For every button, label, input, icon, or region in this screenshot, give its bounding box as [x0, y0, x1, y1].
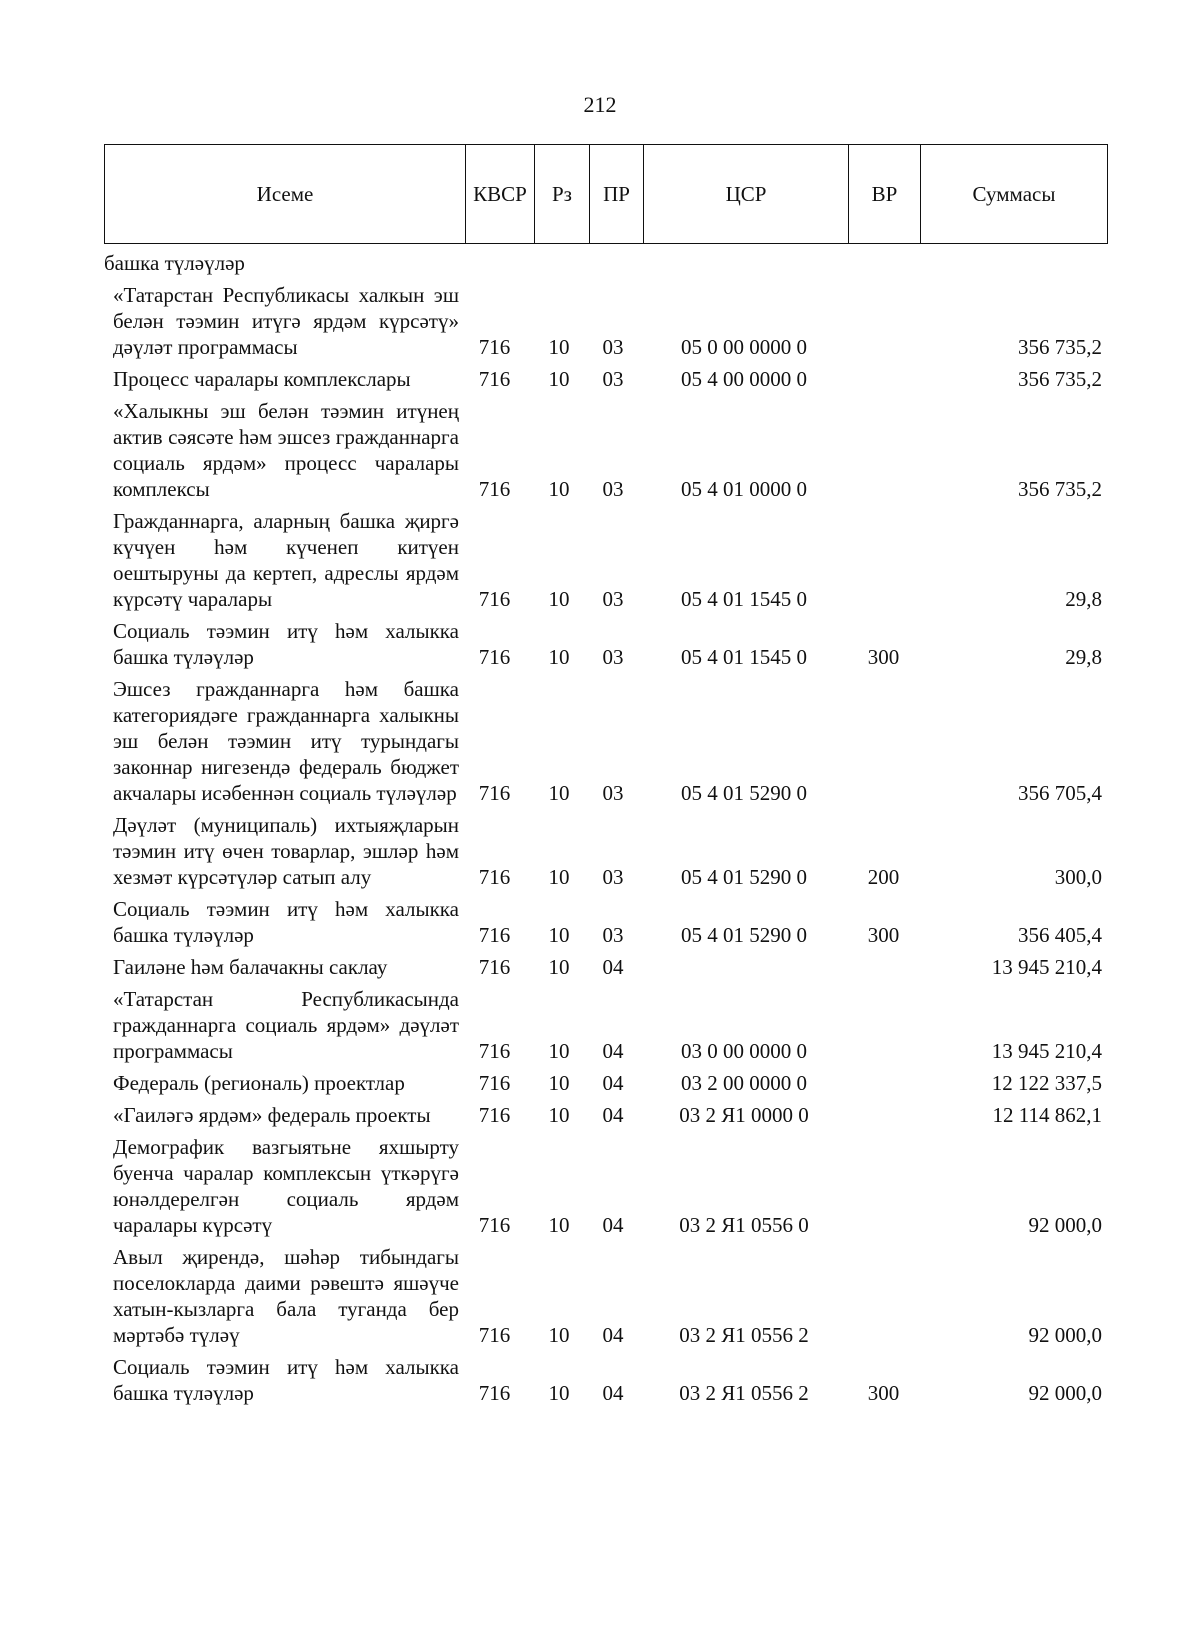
cell-pr: 04 [602, 1071, 624, 1095]
cell-name: Эшсез гражданнарга һәм башка категориядәге гражданнарга халыкны эш белән тәэмин итү турындагы законнар нигезендә федераль бюджет акчалары исәбеннән социаль түләүләр [113, 677, 459, 805]
column-header-vr: ВР [849, 145, 921, 243]
cell-sum: 300,0 [1054, 865, 1102, 889]
cell-pr: 04 [602, 1039, 624, 1063]
cell-rz: 10 [548, 955, 570, 979]
cell-kvsr: 716 [478, 1381, 511, 1405]
cell-name: «Татарстан Республикасында гражданнарга социаль ярдәм» дәүләт программасы [113, 987, 459, 1063]
cell-sum: 356 735,2 [1018, 367, 1102, 391]
table-row [104, 366, 1108, 392]
cell-csr: 05 4 01 5290 0 [681, 923, 807, 947]
cell-sum: 92 000,0 [1028, 1323, 1102, 1347]
cell-csr: 03 0 00 0000 0 [681, 1039, 807, 1063]
cell-pr: 03 [602, 645, 624, 669]
table-row [104, 896, 1108, 948]
table-row [104, 676, 1108, 806]
cell-name: Авыл җирендә, шәһәр тибындагы поселокларда даими рәвештә яшәүче хатын-кызларга бала туганда бер мәртәбә түләү [113, 1245, 459, 1347]
cell-rz: 10 [548, 865, 570, 889]
cell-sum: 356 405,4 [1018, 923, 1102, 947]
cell-vr: 300 [867, 645, 900, 669]
cell-pr: 04 [602, 955, 624, 979]
table-body [104, 244, 1108, 1406]
cell-csr: 05 4 01 5290 0 [681, 781, 807, 805]
cell-pr: 03 [602, 477, 624, 501]
cell-pr: 03 [602, 335, 624, 359]
cell-kvsr: 716 [478, 645, 511, 669]
cell-sum: 356 735,2 [1018, 477, 1102, 501]
column-header-sum: Суммасы [972, 181, 1056, 206]
cell-vr: 200 [867, 865, 900, 889]
cell-name: Дәүләт (муниципаль) ихтыяҗларын тәэмин итү өчен товарлар, эшләр һәм хезмәт күрсәтүләр сатып алу [113, 813, 459, 889]
cell-name: Социаль тәэмин итү һәм халыкка башка түләүләр [113, 1355, 459, 1405]
table-row [104, 1244, 1108, 1348]
cell-kvsr: 716 [478, 1039, 511, 1063]
cell-kvsr: 716 [478, 781, 511, 805]
table-row [104, 398, 1108, 502]
column-header-kvsr: КВСР [466, 145, 535, 243]
cell-name: Процесс чаралары комплекслары [113, 367, 411, 391]
column-header-name: Исеме [105, 145, 466, 243]
cell-pr: 04 [602, 1103, 624, 1127]
cell-pr: 03 [602, 781, 624, 805]
cell-name: «Халыкны эш белән тәэмин итүнең актив сәясәте һәм эшсез гражданнарга социаль ярдәм» процесс чаралары комплексы [113, 399, 459, 501]
table-row [104, 1102, 1108, 1128]
cell-pr: 04 [602, 1323, 624, 1347]
cell-name: Социаль тәэмин итү һәм халыкка башка түләүләр [113, 619, 459, 669]
cell-name: «Гаиләгә ярдәм» федераль проекты [113, 1103, 431, 1127]
table-row [104, 618, 1108, 670]
cell-csr: 03 2 Я1 0556 0 [679, 1213, 809, 1237]
cell-csr: 03 2 Я1 0000 0 [679, 1103, 809, 1127]
table-row [104, 954, 1108, 980]
cell-kvsr: 716 [478, 1071, 511, 1095]
cell-name: Социаль тәэмин итү һәм халыкка башка түләүләр [113, 897, 459, 947]
cell-kvsr: 716 [478, 955, 511, 979]
cell-kvsr: 716 [478, 865, 511, 889]
cell-csr: 05 4 01 0000 0 [681, 477, 807, 501]
cell-rz: 10 [548, 335, 570, 359]
cell-name: башка түләүләр [104, 251, 245, 275]
cell-rz: 10 [548, 645, 570, 669]
cell-sum: 29,8 [1065, 587, 1102, 611]
cell-sum: 356 735,2 [1018, 335, 1102, 359]
cell-kvsr: 716 [478, 1213, 511, 1237]
table-row [104, 1354, 1108, 1406]
cell-kvsr: 716 [478, 587, 511, 611]
cell-rz: 10 [548, 477, 570, 501]
cell-rz: 10 [548, 1039, 570, 1063]
cell-sum: 92 000,0 [1028, 1381, 1102, 1405]
cell-pr: 03 [602, 865, 624, 889]
page-number: 212 [583, 92, 617, 117]
cell-csr: 03 2 Я1 0556 2 [679, 1323, 809, 1347]
cell-sum: 29,8 [1065, 645, 1102, 669]
cell-kvsr: 716 [478, 1103, 511, 1127]
cell-csr: 05 4 01 5290 0 [681, 865, 807, 889]
cell-pr: 03 [602, 587, 624, 611]
cell-csr: 03 2 00 0000 0 [681, 1071, 807, 1095]
cell-sum: 12 122 337,5 [991, 1071, 1102, 1095]
cell-csr: 03 2 Я1 0556 2 [679, 1381, 809, 1405]
cell-pr: 04 [602, 1213, 624, 1237]
cell-sum: 356 705,4 [1018, 781, 1102, 805]
cell-pr: 03 [602, 923, 624, 947]
cell-csr: 05 4 00 0000 0 [681, 367, 807, 391]
cell-kvsr: 716 [478, 335, 511, 359]
cell-rz: 10 [548, 367, 570, 391]
cell-kvsr: 716 [478, 923, 511, 947]
cell-name: Федераль (региональ) проектлар [113, 1071, 405, 1095]
cell-csr: 05 4 01 1545 0 [681, 645, 807, 669]
cell-csr: 05 0 00 0000 0 [681, 335, 807, 359]
cell-name: «Татарстан Республикасы халкын эш белән тәэмин итүгә ярдәм күрсәтү» дәүләт программасы [113, 283, 459, 359]
table-row [104, 508, 1108, 612]
table-header [104, 144, 1108, 244]
cell-vr: 300 [867, 923, 900, 947]
cell-kvsr: 716 [478, 367, 511, 391]
cell-kvsr: 716 [478, 1323, 511, 1347]
cell-name: Гражданнарга, аларның башка җиргә күчүен һәм күченеп китүен оештыруны да кертеп, адреслы ярдәм күрсәтү чаралары [113, 509, 459, 611]
column-header-csr: ЦСР [644, 145, 849, 243]
cell-rz: 10 [548, 781, 570, 805]
cell-rz: 10 [548, 1103, 570, 1127]
cell-vr: 300 [867, 1381, 900, 1405]
table-row [104, 250, 1108, 276]
cell-rz: 10 [548, 923, 570, 947]
cell-name: Гаиләне һәм балачакны саклау [113, 955, 388, 979]
column-header-pr: ПР [590, 145, 644, 243]
cell-kvsr: 716 [478, 477, 511, 501]
cell-sum: 92 000,0 [1028, 1213, 1102, 1237]
cell-sum: 13 945 210,4 [991, 955, 1102, 979]
column-header-rz: Рз [535, 145, 590, 243]
cell-rz: 10 [548, 1071, 570, 1095]
table-row [104, 1070, 1108, 1096]
cell-csr: 05 4 01 1545 0 [681, 587, 807, 611]
cell-sum: 12 114 862,1 [992, 1103, 1102, 1127]
cell-rz: 10 [548, 1213, 570, 1237]
cell-pr: 04 [602, 1381, 624, 1405]
cell-name: Демографик вазгыятьне яхшырту буенча чаралар комплексын үткәрүгә юнәлдерелгән социаль ярдәм чаралары күрсәтү [113, 1135, 459, 1237]
cell-rz: 10 [548, 1381, 570, 1405]
cell-pr: 03 [602, 367, 624, 391]
table-row [104, 812, 1108, 890]
table-row [104, 282, 1108, 360]
cell-rz: 10 [548, 587, 570, 611]
table-row [104, 986, 1108, 1064]
cell-rz: 10 [548, 1323, 570, 1347]
table-row [104, 1134, 1108, 1238]
cell-sum: 13 945 210,4 [991, 1039, 1102, 1063]
